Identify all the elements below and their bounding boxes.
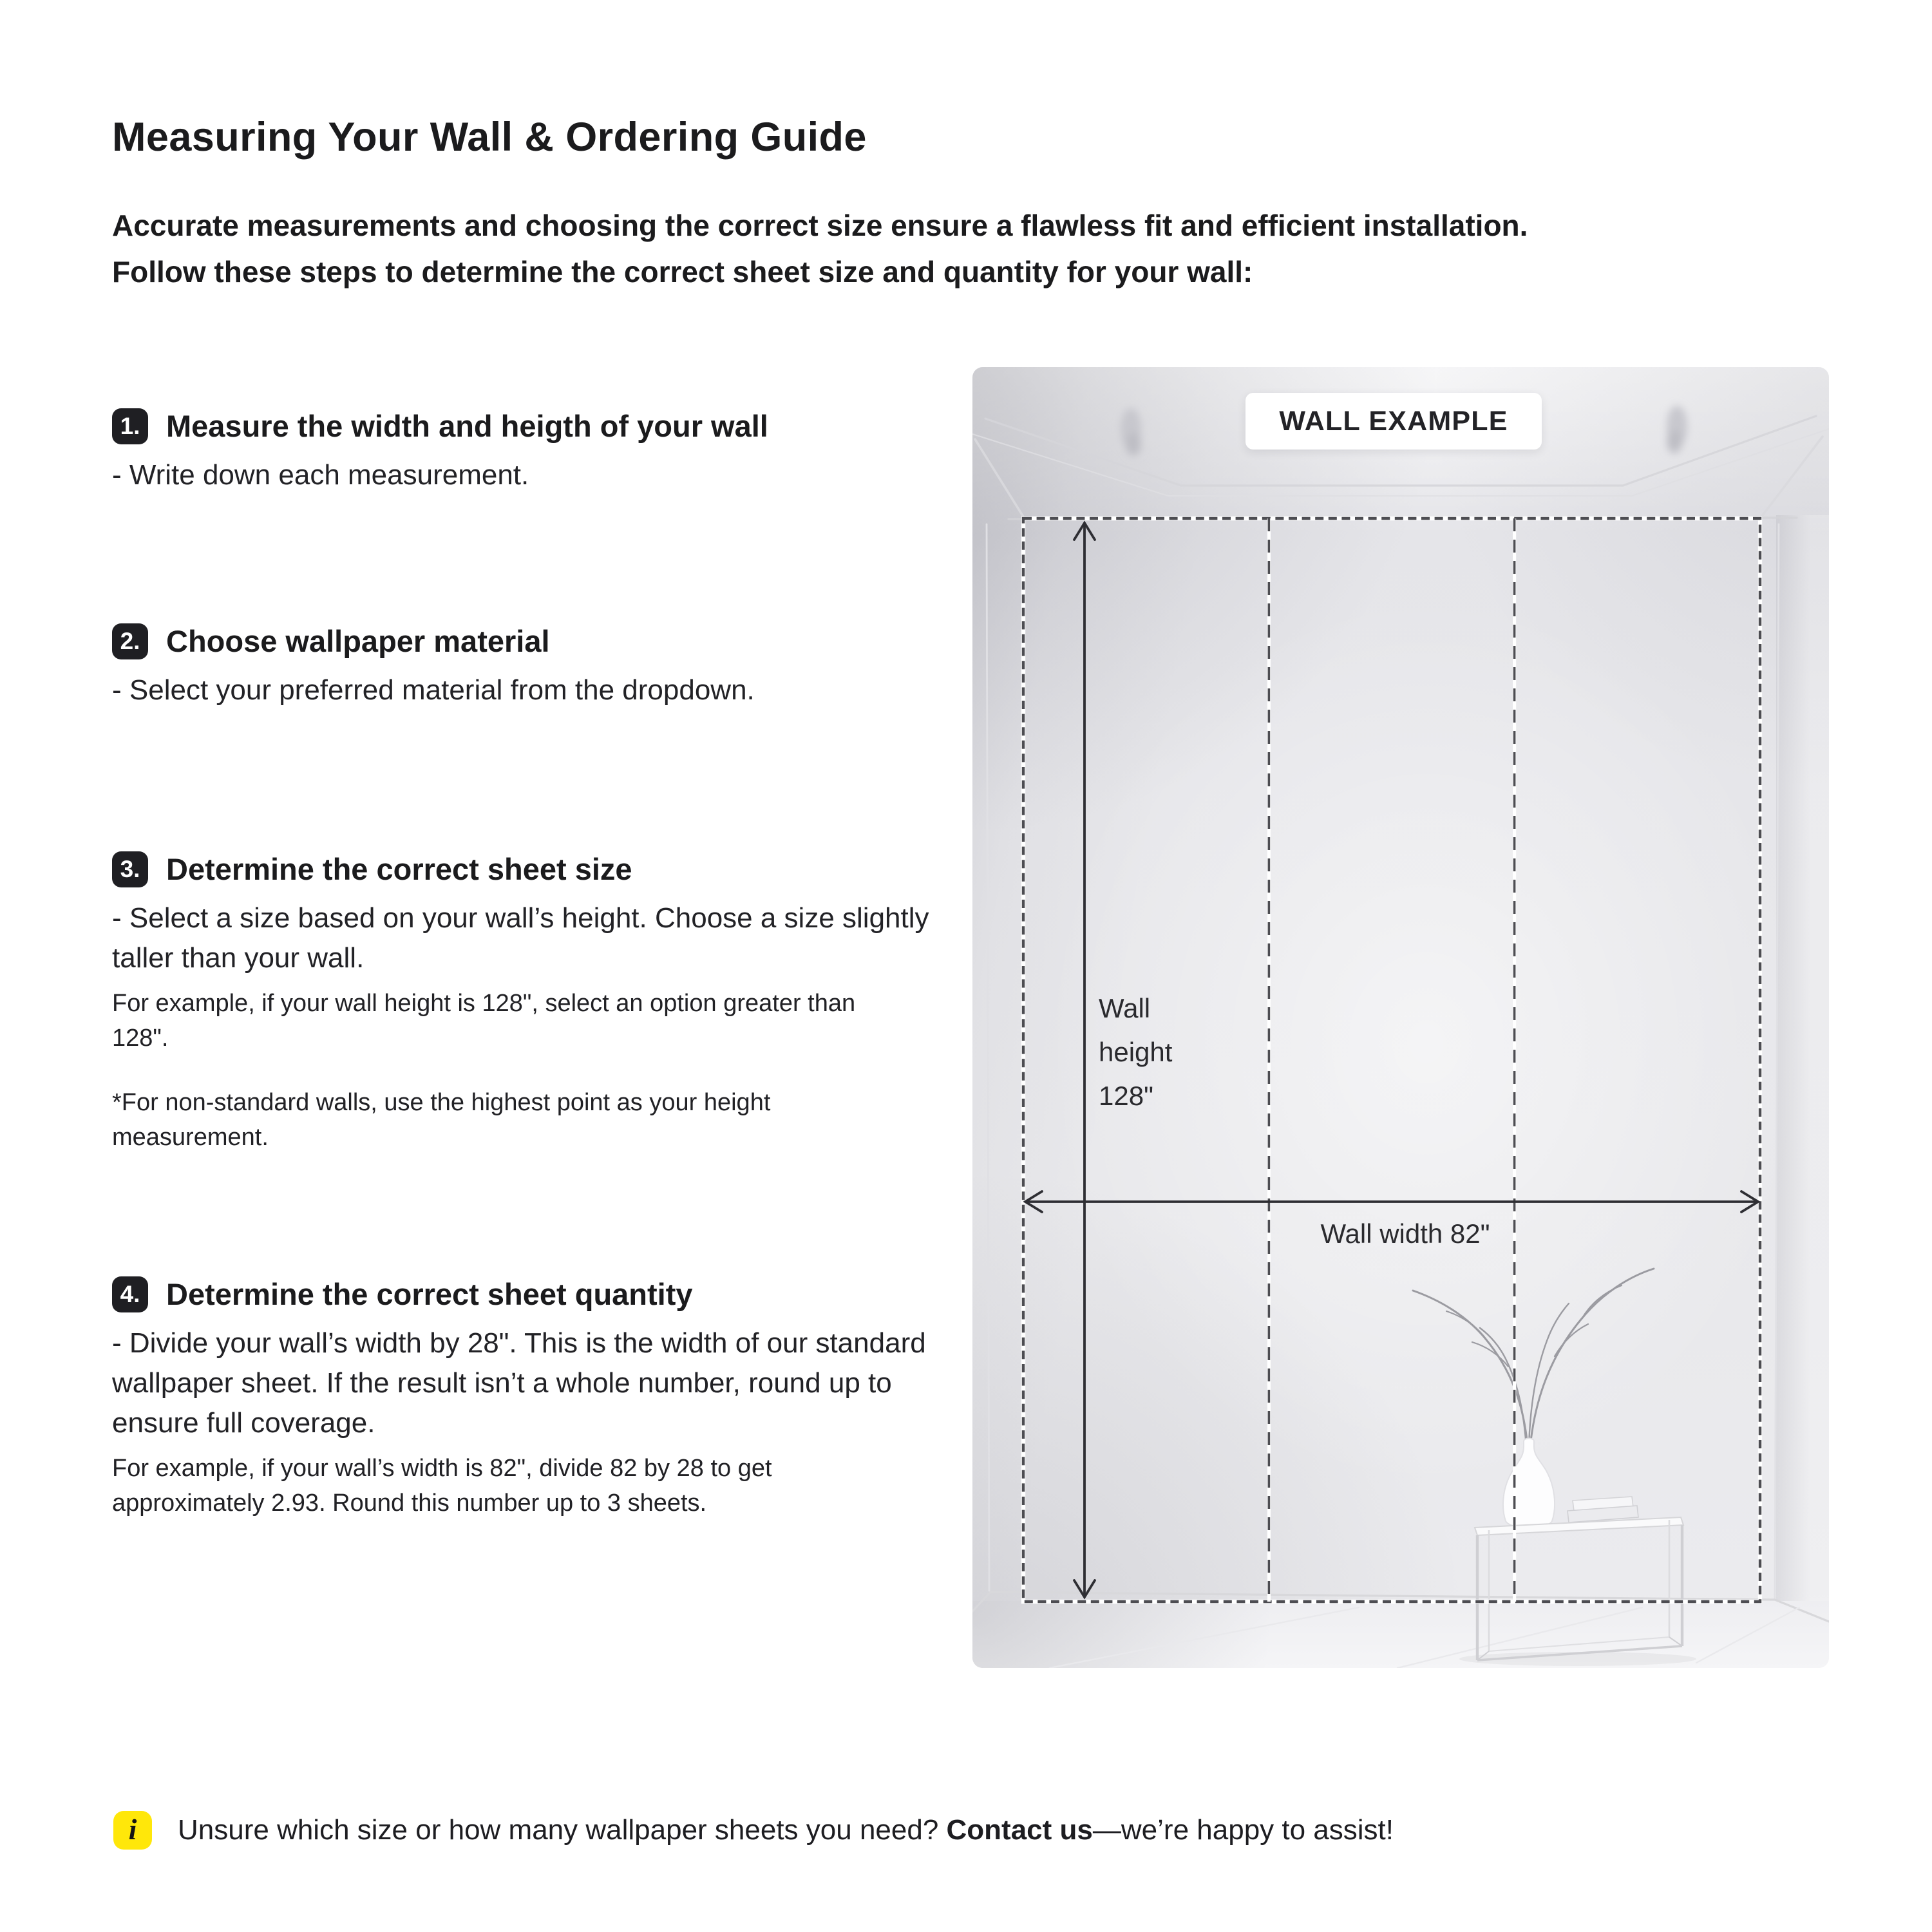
vase — [1503, 1439, 1555, 1528]
step-1 — [112, 408, 768, 495]
info-icon: i — [113, 1811, 152, 1850]
step-2-heading-row — [112, 623, 755, 659]
books — [1567, 1497, 1638, 1522]
step-2-heading: Choose wallpaper material — [166, 624, 550, 658]
intro-line-2: Follow these steps to determine the correct sheet size and quantity for your wall: — [112, 255, 1253, 289]
step-2-number-badge: 2. — [112, 623, 148, 659]
footer-note — [113, 1811, 1394, 1850]
step-3-heading: Determine the correct sheet size — [166, 852, 632, 886]
page-title: Measuring Your Wall & Ordering Guide — [112, 113, 867, 160]
wall-height-label-line3: 128" — [1099, 1082, 1153, 1112]
step-4-heading-row — [112, 1276, 943, 1312]
wall-height-label-line2: height — [1099, 1038, 1173, 1068]
wall-width-arrow — [1025, 1191, 1758, 1212]
step-1-heading: Measure the width and heigth of your wall — [166, 409, 768, 442]
step-4-body: - Divide your wall’s width by 28". This is the width of our standard wallpaper sheet. If the result isn’t a whole number, round up to ensure full coverage. — [112, 1327, 926, 1439]
footer-text-before: Unsure which size or how many wallpaper sheets you need? — [178, 1814, 947, 1846]
step-2 — [112, 623, 755, 710]
step-4-number-badge: 4. — [112, 1276, 148, 1312]
step-4 — [112, 1276, 943, 1521]
step-4-example: For example, if your wall’s width is 82", divide 82 by 28 to get approximately 2.93. Round this number up to 3 sheets. — [112, 1455, 772, 1517]
step-1-body: - Write down each measurement. — [112, 459, 529, 491]
step-3-number-badge: 3. — [112, 851, 148, 887]
table-frame — [1475, 1517, 1683, 1660]
intro-line-1: Accurate measurements and choosing the correct size ensure a flawless fit and efficient installation. — [112, 209, 1528, 242]
ceiling-light-left — [1121, 408, 1141, 456]
step-1-heading-row — [112, 408, 768, 444]
intro-paragraph — [112, 202, 1528, 295]
step-3-note: *For non-standard walls, use the highest point as your height measurement. — [112, 1090, 771, 1151]
contact-us-link[interactable]: Contact us — [946, 1814, 1093, 1846]
wall-height-label — [1099, 988, 1172, 1119]
wall-example-image — [972, 367, 1829, 1668]
step-3-example: For example, if your wall height is 128", select an option greater than 128". — [112, 990, 856, 1052]
step-1-number-badge: 1. — [112, 408, 148, 444]
wall-height-arrow — [1074, 523, 1095, 1597]
footer-text — [178, 1814, 1394, 1847]
wall-example-badge: WALL EXAMPLE — [1245, 393, 1542, 450]
side-table — [1413, 1269, 1696, 1666]
ceiling-light-right — [1667, 406, 1687, 453]
footer-text-after: —we’re happy to assist! — [1092, 1814, 1394, 1846]
step-3 — [112, 851, 943, 1155]
step-4-heading: Determine the correct sheet quantity — [166, 1277, 693, 1311]
wall-width-label: Wall width 82" — [1320, 1220, 1490, 1249]
step-2-body: - Select your preferred material from the dropdown. — [112, 674, 755, 706]
step-3-body: - Select a size based on your wall’s height. Choose a size slightly taller than your wall. — [112, 902, 929, 974]
branches — [1413, 1269, 1654, 1446]
sheet-division-lines — [1269, 518, 1514, 1602]
step-3-heading-row — [112, 851, 943, 887]
wall-height-label-line1: Wall — [1099, 994, 1151, 1024]
